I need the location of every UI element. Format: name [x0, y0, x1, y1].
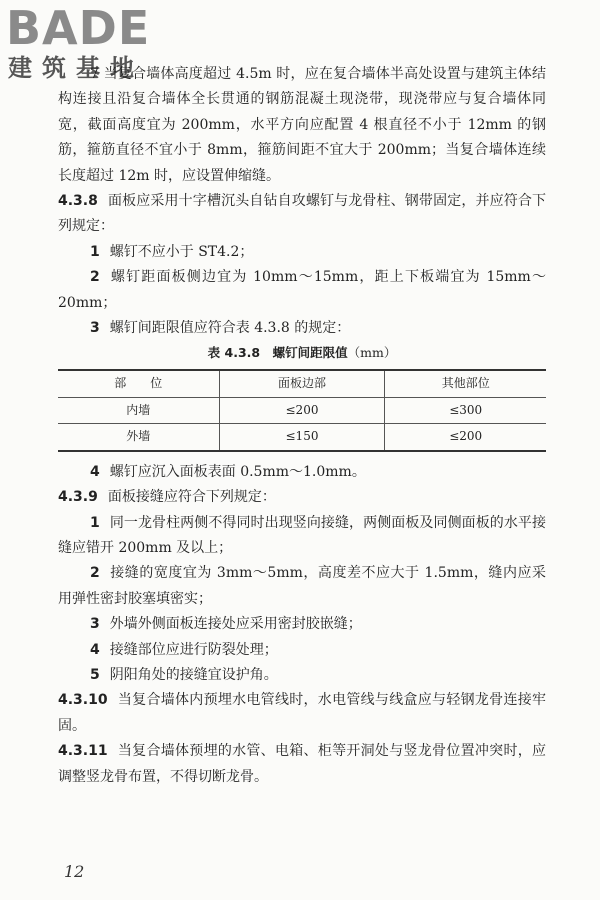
clause-number: 4.3.9: [58, 489, 98, 506]
watermark-brand: BADE: [6, 1, 151, 55]
clause-4-3-10: [58, 688, 546, 739]
clause-text: 当复合墙体内预埋水电管线时，水电管线与线盒应与轻钢龙骨连接牢固。: [58, 692, 546, 734]
table-cell: 外墙: [58, 424, 219, 451]
clause-4-3-9-item-4: [58, 638, 546, 663]
item-number: 2: [90, 269, 100, 286]
item-text: 螺钉间距限值应符合表 4.3.8 的规定：: [109, 320, 351, 337]
table-cell: 内墙: [58, 397, 219, 423]
clause-4-3-9-item-3: [58, 612, 546, 637]
clause-4-3-8-item-3: [58, 316, 546, 341]
item-number: 3: [90, 616, 100, 633]
clause-4-3-8-item-4: [58, 460, 546, 485]
item-number: 1: [90, 514, 100, 531]
table-row: [58, 397, 546, 423]
clause-4-3-9-item-5: [58, 663, 546, 688]
table-cell: ≤200: [219, 397, 385, 423]
clause-number: 4.3.10: [58, 692, 108, 709]
clause-number: 4.3.8: [58, 193, 98, 210]
item-text: 接缝部位应进行防裂处理；: [109, 641, 278, 658]
clause-4-3-11: [58, 739, 546, 790]
item-text: 螺钉不应小于 ST4.2；: [109, 243, 254, 260]
item-number: 3: [90, 320, 100, 337]
item-number: 5: [90, 666, 100, 683]
item-number: 4: [90, 641, 100, 658]
clause-4-3-8-item-1: [58, 240, 546, 265]
table-row: [58, 424, 546, 451]
table-caption-title: 表 4.3.8 螺钉间距限值: [207, 345, 348, 361]
page-number: 12: [64, 862, 85, 881]
clause-4-3-9-item-1: [58, 511, 546, 562]
item-text: 外墙外侧面板连接处应采用密封胶嵌缝；: [109, 616, 362, 633]
clause-4-3-9-item-2: [58, 561, 546, 612]
clause-text: 面板接缝应符合下列规定：: [107, 489, 276, 506]
clause-4-3-8: [58, 189, 546, 240]
item-text: 接缝的宽度宜为 3mm～5mm，高度差不应大于 1.5mm，缝内应采用弹性密封胶塞填密实；: [58, 565, 546, 607]
document-body: [58, 62, 546, 790]
item-number: 2: [90, 565, 100, 582]
table-cell: ≤300: [385, 397, 546, 423]
screw-spacing-table: [58, 369, 546, 451]
watermark-subtitle: 建筑基地: [8, 54, 144, 82]
clause-number: 4.3.11: [58, 743, 108, 760]
clause-text: 7 当复合墙体高度超过 4.5m 时，应在复合墙体半高处设置与建筑主体结构连接且沿复合墙体全长贯通的钢筋混凝土现浇带，现浇带应与复合墙体同宽，截面高度宜为 200mm，水平方向应配置 4 根直径不小于 12mm 的钢筋，箍筋直径不宜小于 8mm，箍筋间距不宜大于 200mm；当复合墙体连续长度超过 12m 时，应设置伸缩缝。: [58, 66, 546, 184]
table-caption: [58, 343, 546, 363]
table-cell: ≤200: [385, 424, 546, 451]
item-text: 阴阳角处的接缝宜设护角。: [109, 666, 278, 683]
table-cell: ≤150: [219, 424, 385, 451]
clause-text: 面板应采用十字槽沉头自钻自攻螺钉与龙骨柱、钢带固定，并应符合下列规定：: [58, 193, 546, 235]
item-text: 同一龙骨柱两侧不得同时出现竖向接缝，两侧面板及同侧面板的水平接缝应错开 200mm 及以上；: [58, 514, 546, 556]
table-header-cell: 其他部位: [385, 370, 546, 397]
table-header-row: [58, 370, 546, 397]
item-number: 1: [90, 243, 100, 260]
item-number: 4: [90, 463, 100, 480]
clause-4-3-8-item-2: [58, 265, 546, 316]
clause-4-3-7-item-7: [58, 62, 546, 189]
clause-4-3-9: [58, 485, 546, 510]
table-caption-unit: （mm）: [347, 345, 397, 361]
item-text: 螺钉应沉入面板表面 0.5mm～1.0mm。: [109, 463, 366, 480]
table-header-cell: 部 位: [58, 370, 219, 397]
clause-text: 当复合墙体预埋的水管、电箱、柜等开洞处与竖龙骨位置冲突时，应调整竖龙骨布置，不得切断龙骨。: [58, 743, 546, 785]
item-text: 螺钉距面板侧边宜为 10mm～15mm，距上下板端宜为 15mm～20mm；: [58, 269, 546, 311]
table-header-cell: 面板边部: [219, 370, 385, 397]
